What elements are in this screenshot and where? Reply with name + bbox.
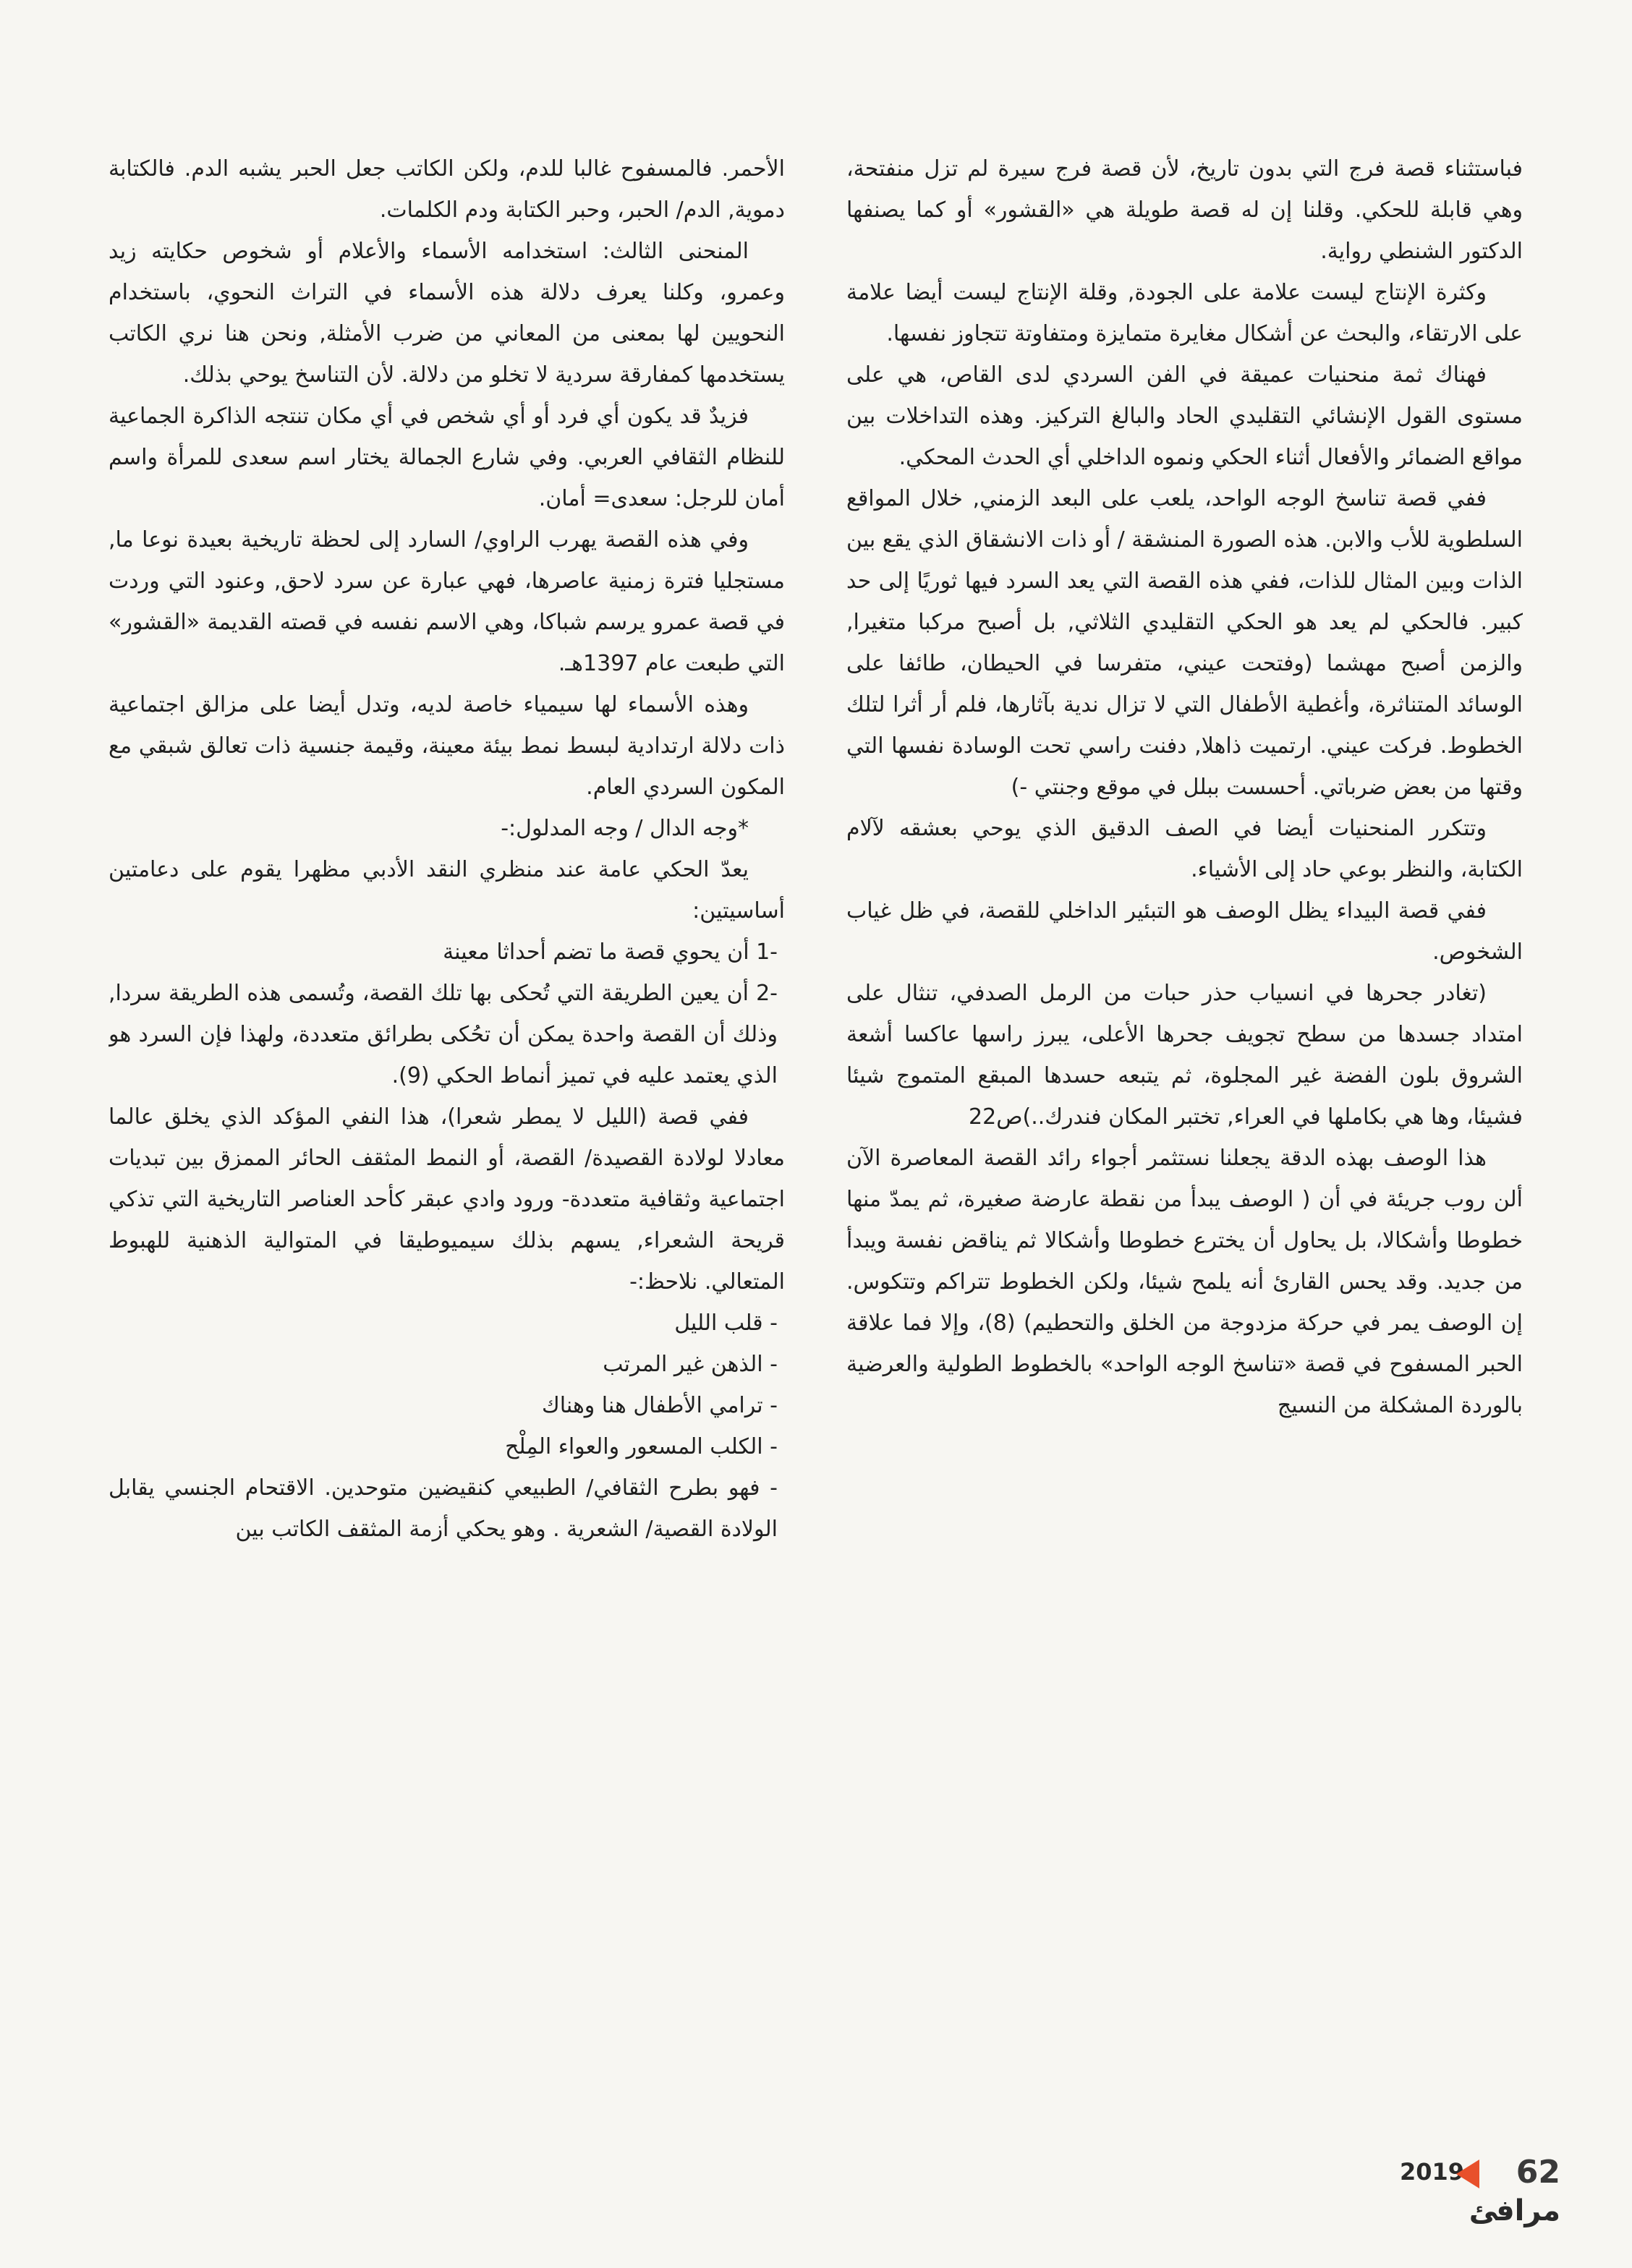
paragraph: ففي قصة البيداء يظل الوصف هو التبئير الداخلي للقصة، في ظل غياب الشخوص. (846, 898, 1523, 965)
list-item: -2 أن يعين الطريقة التي تُحكى بها تلك القصة، وتُسمى هذه الطريقة سردا, وذلك أن القصة واحدة يمكن أن تحُكى بطرائق متعددة، ولهذا فإن السرد هو الذي يعتمد عليه في تميز أنماط الحكي (9). (109, 981, 778, 1088)
paragraph: فباستثناء قصة فرج التي بدون تاريخ، لأن قصة فرج سيرة لم تزل منفتحة، وهي قابلة للحكي. وقلنا إن له قصة طويلة هي «القشور» أو كما يصنفها الدكتور الشنطي رواية. (846, 156, 1523, 264)
right-text-column (846, 148, 1523, 2101)
paragraph: وتتكرر المنحنيات أيضا في الصف الدقيق الذي يوحي بعشقه لآلام الكتابة، والنظر بوعي حاد إلى الأشياء. (846, 816, 1523, 882)
paragraph: وهذه الأسماء لها سيمياء خاصة لديه، وتدل أيضا على مزالق اجتماعية ذات دلالة ارتدادية لبسط نمط بيئة معينة، وقيمة جنسية ذات تعالق شبقي مع المكون السردي العام. (109, 692, 785, 800)
paragraph: الأحمر. فالمسفوح غالبا للدم، ولكن الكاتب جعل الحبر يشبه الدم. فالكتابة دموية, الدم/ الحبر، وحبر الكتابة ودم الكلمات. (109, 156, 785, 223)
list-item: -1 أن يحوي قصة ما تضم أحداثا معينة (443, 939, 778, 965)
magazine-name: مرافئ (1469, 2194, 1560, 2228)
triangle-marker-icon (1456, 2160, 1479, 2188)
page-number: 62 (1516, 2154, 1560, 2191)
page-footer (1400, 2154, 1566, 2233)
paragraph: فهناك ثمة منحنيات عميقة في الفن السردي لدى القاص، هي على مستوى القول الإنشائي التقليدي الحاد والبالغ التركيز. وهذه التداخلات بين مواقع الضمائر والأفعال أثناء الحكي ونموه الداخلي أي الحدث المحكي. (846, 362, 1523, 470)
list-item: - الكلب المسعور والعواء المِلْح (505, 1434, 778, 1459)
paragraph: ففي قصة تناسخ الوجه الواحد، يلعب على البعد الزمني, خلال المواقع السلطوية للأب والابن. هذه الصورة المنشقة / أو ذات الانشقاق الذي يقع بين الذات وبين المثال للذات، ففي هذه القصة التي يعد السرد فيها ثوريًا إلى حد كبير. فالحكي لم يعد هو الحكي التقليدي الثلاثي, بل أصبح مركبا متغيرا, والزمن أصبح مهشما (وفتحت عيني، متفرسا في الحيطان، طائفا على الوسائد المتناثرة، وأغطية الأطفال التي لا تزال ندية بآثارها، فلم أر أثرا لتلك الخطوط. فركت عيني. ارتميت ذاهلا, دفنت راسي تحت الوسادة نفسها التي وقتها من بعض ضرباتي. أحسست ببلل في موقع وجنتي -) (846, 486, 1523, 800)
list-item: - فهو بطرح الثقافي/ الطبيعي كنقيضين متوحدين. الاقتحام الجنسي يقابل الولادة القصية/ الشعرية . وهو يحكي أزمة المثقف الكاتب بين (109, 1475, 778, 1542)
left-text-column (109, 148, 785, 2101)
paragraph: وفي هذه القصة يهرب الراوي/ السارد إلى لحظة تاريخية بعيدة نوعا ما, مستجليا فترة زمنية عاصرها، فهي عبارة عن سرد لاحق, وعنود التي وردت في قصة عمرو يرسم شباكا، وهي الاسم نفسه في قصته القديمة «القشور» التي طبعت عام 1397هـ. (109, 527, 785, 676)
issue-year: 2019 (1400, 2158, 1465, 2186)
paragraph: فزيدٌ قد يكون أي فرد أو أي شخص في أي مكان تنتجه الذاكرة الجماعية للنظام الثقافي العربي. وفي شارع الجمالة يختار اسم سعدى للمرأة واسم أمان للرجل: سعدى= أمان. (109, 404, 785, 511)
section-heading: *وجه الدال / وجه المدلول:- (501, 816, 749, 841)
quoted-passage: (تغادر جحرها في انسياب حذر حبات من الرمل الصدفي، تنثال على امتداد جسدها من سطح تجويف جحرها الأعلى، يبرز راسها عاكسا أشعة الشروق بلون الفضة غير المجلوة، ثم يتبعه حسدها المبقع المتموج شيئا فشيئا، وها هي بكاملها في العراء, تختبر المكان فندرك..)ص22 (846, 981, 1523, 1130)
paragraph: هذا الوصف بهذه الدقة يجعلنا نستثمر أجواء رائد القصة المعاصرة الآن ألن روب جريئة في أن ( الوصف يبدأ من نقطة عارضة صغيرة، ثم يمدّ منها خطوطا وأشكالا، بل يحاول أن يخترع خطوطا وأشكالا ثم يناقض نفسة ويبدأ من جديد. وقد يحس القارئ أنه يلمح شيئا، ولكن الخطوط تتراكم وتتكوس. إن الوصف يمر في حركة مزدوجة من الخلق والتحطيم) (8)، وإلا فما علاقة الحبر المسفوح في قصة «تناسخ الوجه الواحد» بالخطوط الطولية والعرضية بالوردة المشكلة من النسيج (846, 1146, 1523, 1418)
list-item: - الذهن غير المرتب (603, 1352, 778, 1377)
paragraph: ففي قصة (الليل لا يمطر شعرا)، هذا النفي المؤكد الذي يخلق عالما معادلا لولادة القصيدة/ القصة، أو النمط المثقف الحائر الممزق بين تبديات اجتماعية وثقافية متعددة- ورود وادي عبقر كأحد العناصر التاريخية التي تذكي قريحة الشعراء, يسهم بذلك سيميوطيقا في المتوالية الذهنية للهبوط المتعالي. نلاحظ:- (109, 1104, 785, 1295)
list-item: - ترامي الأطفال هنا وهناك (542, 1393, 778, 1418)
list-item: - قلب الليل (674, 1310, 778, 1336)
paragraph: المنحنى الثالث: استخدامه الأسماء والأعلام أو شخوص حكايته زيد وعمرو، وكلنا يعرف دلالة هذه الأسماء في التراث النحوي، باستخدام النحويين لها بمعنى من المعاني من ضرب الأمثلة, ونحن هنا نري الكاتب يستخدمها كمفارقة سردية لا تخلو من دلالة. لأن التناسخ يوحي بذلك. (109, 239, 785, 388)
paragraph: وكثرة الإنتاج ليست علامة على الجودة, وقلة الإنتاج ليست أيضا علامة على الارتقاء، والبحث عن أشكال مغايرة متمايزة ومتفاوتة تتجاوز نفسها. (846, 280, 1523, 346)
paragraph: يعدّ الحكي عامة عند منظري النقد الأدبي مظهرا يقوم على دعامتين أساسيتين: (109, 857, 785, 924)
